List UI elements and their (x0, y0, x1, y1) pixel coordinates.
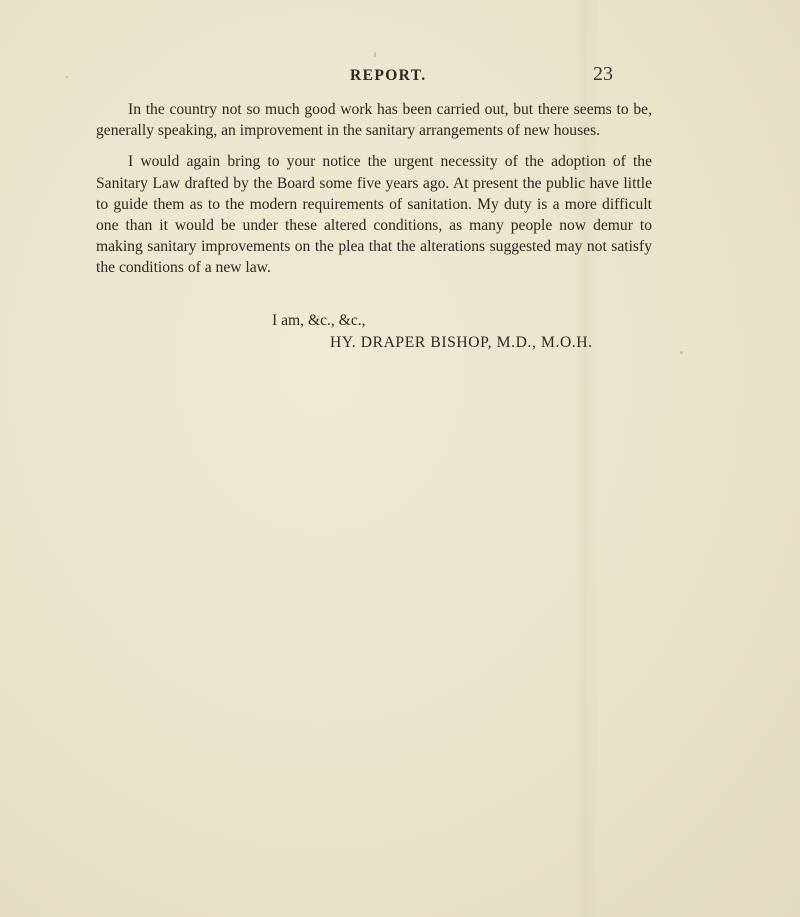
paragraph: In the country not so much good work has been carried out, but there seems to be, generally speaking, an improvement in the sanitary arrangements of new houses. (96, 101, 652, 140)
page-number: 23 (593, 63, 613, 85)
signature: HY. DRAPER BISHOP, M.D., M.O.H. (330, 334, 593, 351)
closing-line: I am, &c., &c., (272, 312, 366, 329)
body-text (96, 99, 652, 279)
page-header (0, 63, 800, 89)
paragraph: I would again bring to your notice the urgent necessity of the adoption of the Sanitary Law drafted by the Board some five years ago. At present the public have little to guide them as to the modern requirements of sanitation. My duty is a more difficult one than it would be under these altered conditions, as many people now demur to making sanitary improvements on the plea that the alterations suggested may not satisfy the conditions of a new law. (96, 153, 652, 277)
running-head: REPORT. (350, 67, 427, 84)
paper-speck (680, 351, 683, 354)
paper-speck (66, 76, 68, 78)
paper-speck (374, 52, 376, 57)
